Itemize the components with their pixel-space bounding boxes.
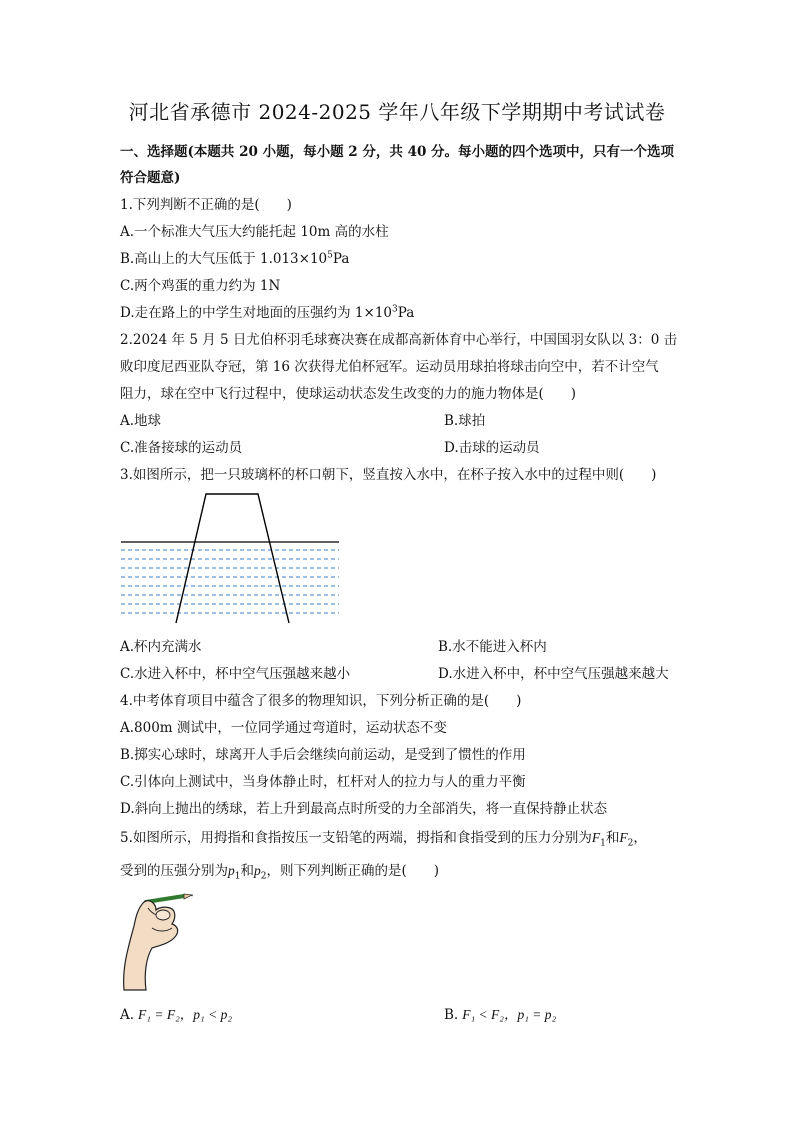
q3-option-c: C.水进入杯中，杯中空气压强越来越小 bbox=[120, 666, 351, 682]
q4-option-d: D.斜向上抛出的绣球，若上升到最高点时所受的力全部消失，将一直保持静止状态 bbox=[120, 801, 608, 817]
q1-b-exp: 5 bbox=[327, 250, 333, 261]
q1-b-text: B.高山上的大气压低于 1.013×10 bbox=[120, 251, 328, 267]
q5-a-formula: F₁ = F₂，p₁ < p₂ bbox=[138, 1007, 233, 1022]
q2-option-b: B.球拍 bbox=[444, 413, 486, 429]
q1-option-d bbox=[120, 301, 414, 321]
glass-in-water-figure bbox=[118, 490, 342, 625]
q2-line1: 2.2024 年 5 月 5 日尤伯杯羽毛球赛决赛在成都高新体育中心举行，中国国羽女队以 3：0 击 bbox=[120, 332, 678, 348]
q1-option-c: C.两个鸡蛋的重力约为 1N bbox=[120, 278, 281, 294]
section-heading-line2: 符合题意) bbox=[120, 170, 181, 186]
q3-option-b: B.水不能进入杯内 bbox=[438, 639, 547, 655]
page-title: 河北省承德市 2024-2025 学年八年级下学期期中考试试卷 bbox=[128, 100, 666, 124]
pencil-icon bbox=[146, 894, 193, 902]
q1-d-exp: 3 bbox=[392, 304, 398, 315]
q3-option-d: D.水进入杯中，杯中空气压强越来越大 bbox=[438, 666, 669, 682]
q1-b-unit: Pa bbox=[332, 251, 350, 267]
q5-p1-sub: 1 bbox=[234, 871, 241, 882]
q5-f1-symbol: F bbox=[591, 830, 601, 845]
hand-pressing-pencil-figure bbox=[118, 888, 198, 992]
q5-p2-sub: 2 bbox=[260, 871, 267, 882]
q3-option-a: A.杯内充满水 bbox=[120, 639, 202, 655]
q5-and2: 和 bbox=[240, 863, 254, 879]
q2-option-c: C.准备接球的运动员 bbox=[120, 440, 243, 456]
q5-b-label: B. bbox=[444, 1007, 459, 1023]
q1-d-text: D.走在路上的中学生对地面的压强约为 1×10 bbox=[120, 305, 393, 321]
q3-stem: 3.如图所示，把一只玻璃杯的杯口朝下，竖直按入水中，在杯子按入水中的过程中则( ) bbox=[120, 467, 657, 483]
q5-a-label: A. bbox=[120, 1007, 135, 1023]
q5-comma: ， bbox=[633, 830, 647, 846]
q4-option-a: A.800m 测试中，一位同学通过弯道时，运动状态不变 bbox=[120, 720, 447, 736]
water-dashes bbox=[121, 550, 339, 613]
q5-line1-text: 5.如图所示，用拇指和食指按压一支铅笔的两端，拇指和食指受到的压力分别为 bbox=[120, 830, 592, 846]
q5-line2-pre: 受到的压强分别为 bbox=[120, 863, 228, 879]
q4-stem: 4.中考体育项目中蕴含了很多的物理知识，下列分析正确的是( ) bbox=[120, 693, 522, 709]
q4-option-c: C.引体向上测试中，当身体静止时，杠杆对人的拉力与人的重力平衡 bbox=[120, 774, 526, 790]
section-heading-line1: 一、选择题(本题共 20 小题，每小题 2 分，共 40 分。每小题的四个选项中，只有一个选项 bbox=[120, 144, 675, 160]
q1-option-a: A.一个标准大气压大约能托起 10m 高的水柱 bbox=[120, 224, 389, 240]
q2-option-d: D.击球的运动员 bbox=[444, 440, 540, 456]
q5-option-b bbox=[444, 1003, 556, 1023]
q5-line2 bbox=[120, 859, 439, 882]
q5-and1: 和 bbox=[605, 830, 620, 846]
q5-b-formula: F₁ < F₂，p₁ = p₂ bbox=[462, 1007, 557, 1022]
q2-line3: 阻力，球在空中飞行过程中，使球运动状态发生改变的力的施力物体是( ) bbox=[120, 386, 577, 402]
q1-option-b bbox=[120, 247, 349, 267]
q5-f2-sub: 2 bbox=[627, 838, 634, 849]
q1-d-unit: Pa bbox=[397, 305, 415, 321]
q5-option-a bbox=[120, 1003, 232, 1023]
q5-line2-post: ，则下列判断正确的是( ) bbox=[266, 863, 440, 879]
q5-p1-symbol: p bbox=[228, 863, 235, 878]
q4-option-b: B.掷实心球时，球离开人手后会继续向前运动，是受到了惯性的作用 bbox=[120, 747, 526, 763]
q5-p2-symbol: p bbox=[253, 863, 261, 878]
q2-option-a: A.地球 bbox=[120, 413, 162, 429]
q2-line2: 败印度尼西亚队夺冠，第 16 次获得尤伯杯冠军。运动员用球拍将球击向空中，若不计空气 bbox=[120, 359, 659, 375]
q1-stem: 1.下列判断不正确的是( ) bbox=[120, 197, 292, 213]
q5-f1-sub: 1 bbox=[600, 838, 606, 849]
q5-f2-symbol: F bbox=[619, 830, 628, 845]
q5-line1 bbox=[120, 826, 647, 849]
